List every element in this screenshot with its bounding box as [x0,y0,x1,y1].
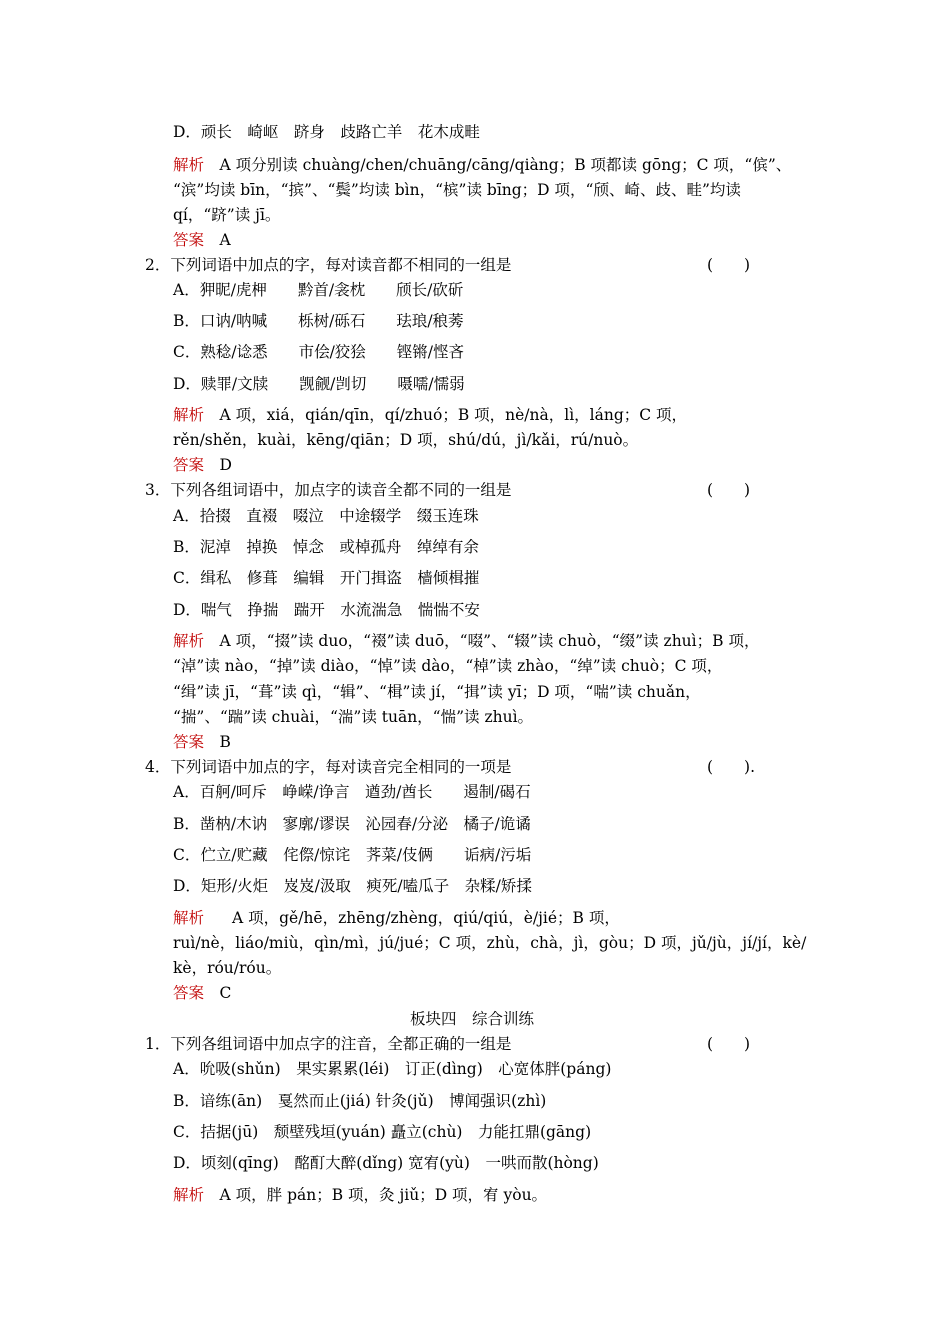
answer-label: 答案 [173,456,205,474]
s1-stem: 1．下列各组词语中加点字的注音，全都正确的一组是 [145,1035,512,1053]
q2-explanation [173,405,687,425]
explanation-text: A 项，胖 pán；B 项，灸 jiǔ；D 项，宥 yòu。 [204,1186,548,1204]
explanation-label: 解析 [173,909,205,927]
q2-answer-bracket: ( ) [707,256,751,274]
q2-option-d: D．赎罪/文牍 觊觎/剀切 嗫嚅/懦弱 [173,375,465,393]
s1-answer-bracket: ( ) [707,1035,751,1053]
q3-option-c: C．缉私 修葺 编辑 开门揖盗 樯倾楫摧 [173,569,480,587]
q4-option-b: B．凿枘/木讷 寥廓/谬误 沁园春/分泌 橘子/诡谲 [173,815,531,833]
q3-stem: 3．下列各组词语中，加点字的读音全都不同的一组是 [145,481,512,499]
answer-label: 答案 [173,984,205,1002]
q3-explanation-line4: “揣”、“踹”读 chuài，“湍”读 tuān，“惴”读 zhuì。 [173,708,534,726]
q2-stem: 2．下列词语中加点的字，每对读音都不相同的一组是 [145,256,512,274]
q4-explanation-line3: kè，róu/róu。 [173,959,282,977]
q2-option-b: B．口讷/呐喊 栎树/砾石 珐琅/稂莠 [173,312,464,330]
answer-value: A [204,231,231,249]
q1-explanation [173,155,791,175]
answer-value: D [204,456,232,474]
q2-option-a: A．狎昵/虎柙 黔首/衾枕 颀长/砍斫 [173,281,464,299]
q4-explanation-line2: ruì/nè，liáo/miù，qìn/mì，jú/jué；C 项，zhù，chà，jì，gòu；D 项，jǔ/jù，jí/jí，kè/ [173,934,807,952]
s1-option-d: D．顷刻(qīng) 酩酊大醉(dǐng) 宽宥(yù) 一哄而散(hòng) [173,1154,599,1172]
s1-option-c: C．拮据(jū) 颓壁残垣(yuán) 矗立(chù) 力能扛鼎(gāng) [173,1123,592,1141]
explanation-label: 解析 [173,156,205,174]
q2-answer [173,455,232,475]
q3-option-b: B．泥淖 掉换 悼念 或棹孤舟 绰绰有余 [173,538,479,556]
explanation-text: A 项，xiá，qián/qīn，qí/zhuó；B 项，nè/nà，lì，láng；C 项， [204,406,688,424]
section-title: 板块四 综合训练 [410,1010,535,1028]
q1-option-d: D．顽长 崎岖 跻身 歧路亡羊 花木成畦 [173,123,480,141]
q3-answer [173,732,231,752]
explanation-label: 解析 [173,1186,205,1204]
answer-label: 答案 [173,231,205,249]
q3-explanation-line3: “缉”读 jī，“葺”读 qì，“辑”、“楫”读 jí，“揖”读 yī；D 项，“喘”读 chuǎn， [173,683,701,701]
q4-explanation [173,908,620,928]
q4-option-c: C．伫立/贮藏 侘傺/惊诧 荠菜/伎俩 诟病/污垢 [173,846,532,864]
q3-option-a: A．拾掇 直裰 啜泣 中途辍学 缀玉连珠 [173,507,479,525]
q1-explanation-line3: qí，“跻”读 jī。 [173,206,281,224]
explanation-text: A 项分别读 chuàng/chen/chuāng/cāng/qiàng；B 项都读 gōng；C 项，“傧”、 [204,156,792,174]
s1-explanation [173,1185,547,1205]
answer-label: 答案 [173,733,205,751]
q1-explanation-line2: “滨”均读 bīn，“摈”、“鬓”均读 bìn，“槟”读 bīng；D 项，“颀、崎、歧、畦”均读 [173,181,741,199]
q4-option-a: A．百舸/呵斥 峥嵘/诤言 遒劲/酋长 遏制/碣石 [173,783,531,801]
q4-answer [173,983,231,1003]
s1-option-b: B．谙练(ān) 戛然而止(jiá) 针灸(jǔ) 博闻强识(zhì) [173,1092,547,1110]
explanation-text: A 项，gě/hē，zhēng/zhèng，qiú/qiú，è/jié；B 项， [232,909,620,927]
q2-option-c: C．熟稔/谂悉 市侩/狡狯 铿锵/悭吝 [173,343,465,361]
q2-explanation-line2: rěn/shěn，kuài，kēng/qiān；D 项，shú/dú，jì/kǎi，rú/nuò。 [173,431,639,449]
q3-explanation [173,631,759,651]
answer-value: C [204,984,232,1002]
s1-option-a: A．吮吸(shǔn) 果实累累(léi) 订正(dìng) 心宽体胖(páng) [173,1060,612,1078]
q4-stem: 4．下列词语中加点的字，每对读音完全相同的一项是 [145,758,512,776]
q3-option-d: D．喘气 挣揣 踹开 水流湍急 惴惴不安 [173,601,480,619]
q1-answer [173,230,231,250]
q3-answer-bracket: ( ) [707,481,751,499]
explanation-label: 解析 [173,406,205,424]
q4-option-d: D．矩形/火炬 岌岌/汲取 瘐死/嗑瓜子 杂糅/矫揉 [173,877,532,895]
explanation-label: 解析 [173,632,205,650]
explanation-text: A 项，“掇”读 duo，“裰”读 duō，“啜”、“辍”读 chuò，“缀”读 zhuì；B 项， [204,632,760,650]
answer-value: B [204,733,231,751]
q4-answer-bracket: ( ). [707,758,756,776]
q3-explanation-line2: “淖”读 nào，“掉”读 diào，“悼”读 dào，“棹”读 zhào，“绰”读 chuò；C 项， [173,657,723,675]
